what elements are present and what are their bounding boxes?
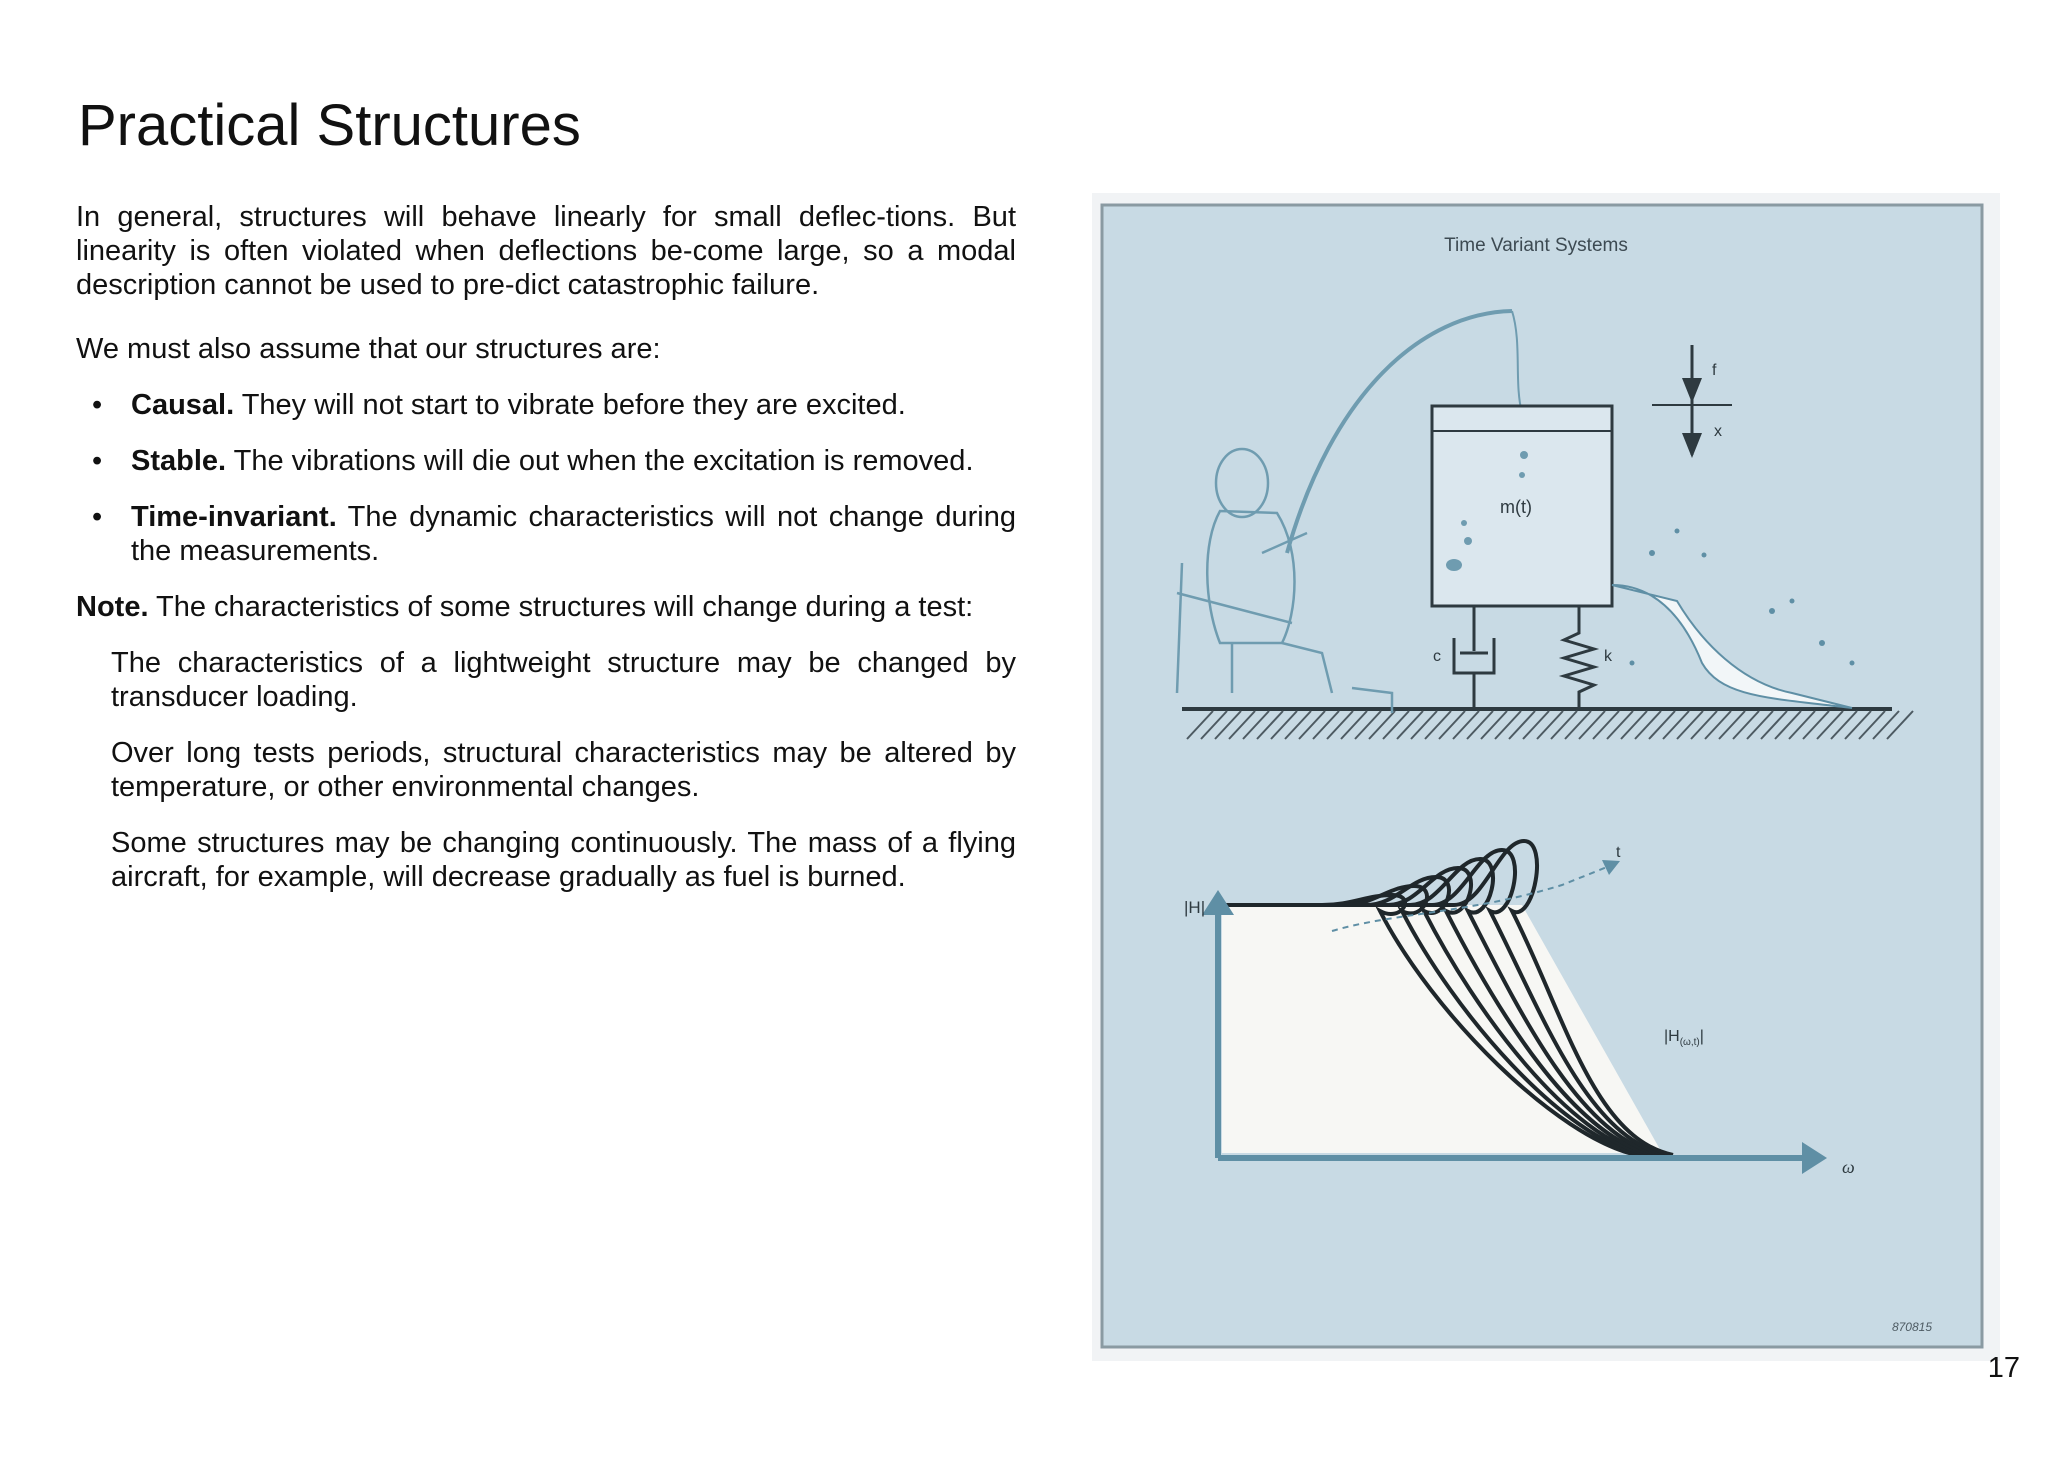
figure-svg [1092, 193, 2000, 1361]
displacement-label: x [1714, 423, 1722, 440]
bullet-text: They will not start to vibrate before they are excited. [234, 389, 906, 421]
spring-label: k [1604, 648, 1612, 665]
frequency-axis-label: ω [1842, 1157, 1855, 1177]
damper-label: c [1433, 648, 1441, 665]
figure-number: 870815 [1891, 1320, 1932, 1334]
bullet-term: Stable. [131, 445, 227, 477]
bullet-term: Causal. [131, 389, 235, 421]
magnitude-axis-label: |H| [1184, 898, 1206, 917]
bullet-causal [76, 388, 1016, 422]
page-number: 17 [1987, 1352, 2020, 1384]
assumption-paragraph: We must also assume that our structures are: [76, 333, 661, 365]
bullet-dot: • [92, 445, 103, 477]
bullet-text: The vibrations will die out when the excitation is removed. [226, 445, 974, 477]
body-text [76, 200, 1016, 916]
time-label: t [1616, 844, 1621, 861]
page-title: Practical Structures [78, 93, 581, 158]
time-variant-figure [1092, 193, 2000, 1361]
example-aircraft: Some structures may be changing continuously. The mass of a flying aircraft, for example, will decrease gradually as fuel is burned. [111, 827, 1016, 893]
figure-title: Time Variant Systems [1444, 235, 1628, 256]
frf-label-end: | [1699, 1028, 1704, 1045]
note-term: Note. [76, 591, 149, 623]
note-text: The characteristics of some structures will change during a test: [148, 591, 974, 623]
frf-label-subscript: (ω,t) [1679, 1037, 1700, 1048]
intro-paragraph: In general, structures will behave linearly for small deflec-tions. But linearity is often violated when deflections be-come large, so a modal description cannot be used to pre-dict catastrophic failure. [76, 201, 1016, 301]
bullet-term: Time-invariant. [131, 501, 337, 533]
bullet-dot: • [92, 501, 103, 533]
example-temperature: Over long tests periods, structural characteristics may be altered by temperature, or other environmental changes. [111, 737, 1016, 803]
bullet-text: The dynamic characteristics will not change during the measurements. [131, 501, 1016, 567]
example-transducer: The characteristics of a lightweight structure may be changed by transducer loading. [111, 647, 1016, 713]
force-label: f [1712, 362, 1717, 379]
mass-label: m(t) [1500, 497, 1532, 517]
bullet-stable [76, 444, 1016, 478]
note-paragraph [76, 590, 1016, 624]
frf-label-main: |H [1664, 1028, 1680, 1045]
bullet-time-invariant [76, 500, 1016, 568]
bullet-dot: • [92, 389, 103, 421]
